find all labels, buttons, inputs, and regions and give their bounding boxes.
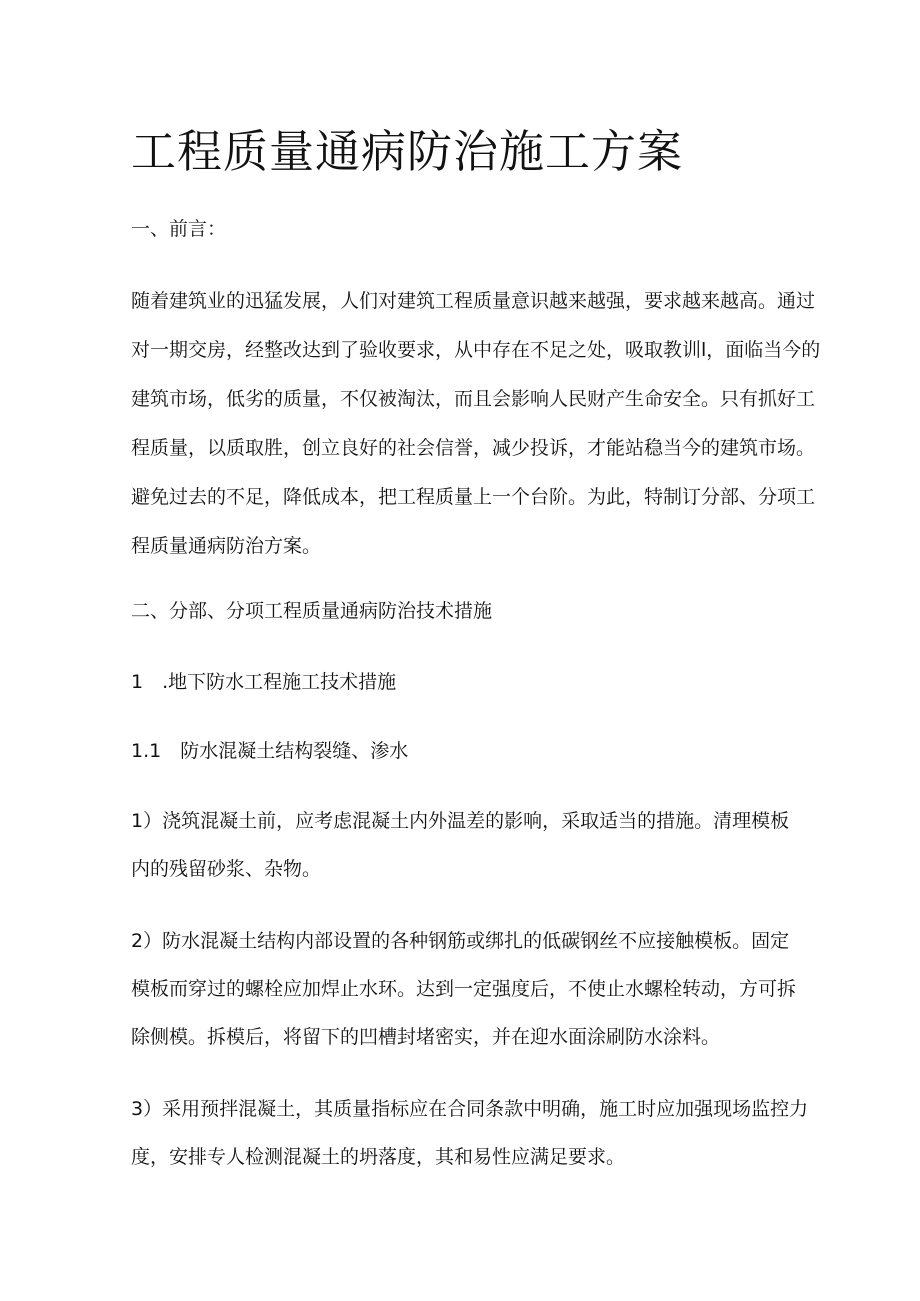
preface-line: 随着建筑业的迅猛发展，人们对建筑工程质量意识越来越强，要求越来越高。通过 xyxy=(131,290,816,312)
preface-line: 避免过去的不足，降低成本，把工程质量上一个台阶。为此，特制订分部、分项工 xyxy=(131,486,816,508)
preface-line: 程质量通病防治方案。 xyxy=(131,535,322,557)
measure-1-line: 内的残留砂浆、杂物。 xyxy=(131,858,322,880)
section-2-1-heading: 1 .地下防水工程施工技术措施 xyxy=(131,671,397,693)
preface-line: 建筑市场，低劣的质量，不仅被淘汰，而且会影响人民财产生命安全。只有抓好工 xyxy=(131,388,816,410)
measure-2-line: 除侧模。拆模后，将留下的凹槽封堵密实，并在迎水面涂刷防水涂料。 xyxy=(131,1026,721,1048)
measure-3-line: 度，安排专人检测混凝土的坍落度，其和易性应满足要求。 xyxy=(131,1146,626,1168)
document-title: 工程质量通病防治施工方案 xyxy=(131,125,684,178)
measure-2-line: 模板而穿过的螺栓应加焊止水环。达到一定强度后，不使止水螺栓转动，方可拆 xyxy=(131,978,797,1000)
preface-line: 对一期交房，经整改达到了验收要求，从中存在不足之处，吸取教训l，面临当今的 xyxy=(131,339,821,361)
measure-2-line: 2）防水混凝土结构内部设置的各种钢筋或绑扎的低碳钢丝不应接触模板。固定 xyxy=(131,930,790,952)
section-2-1-1-heading: 1.1 防水混凝土结构裂缝、渗水 xyxy=(131,740,409,762)
section-2-heading: 二、分部、分项工程质量通病防治技术措施 xyxy=(131,600,493,622)
measure-3-line: 3）采用预拌混凝土，其质量指标应在合同条款中明确，施工时应加强现场监控力 xyxy=(131,1098,809,1120)
measure-1-line: 1）浇筑混凝土前，应考虑混凝土内外温差的影响，采取适当的措施。清理模板 xyxy=(131,810,790,832)
preface-heading: 一、前言： xyxy=(131,218,227,240)
preface-line: 程质量，以质取胜，创立良好的社会信誉，减少投诉，才能站稳当今的建筑市场。 xyxy=(131,437,816,459)
